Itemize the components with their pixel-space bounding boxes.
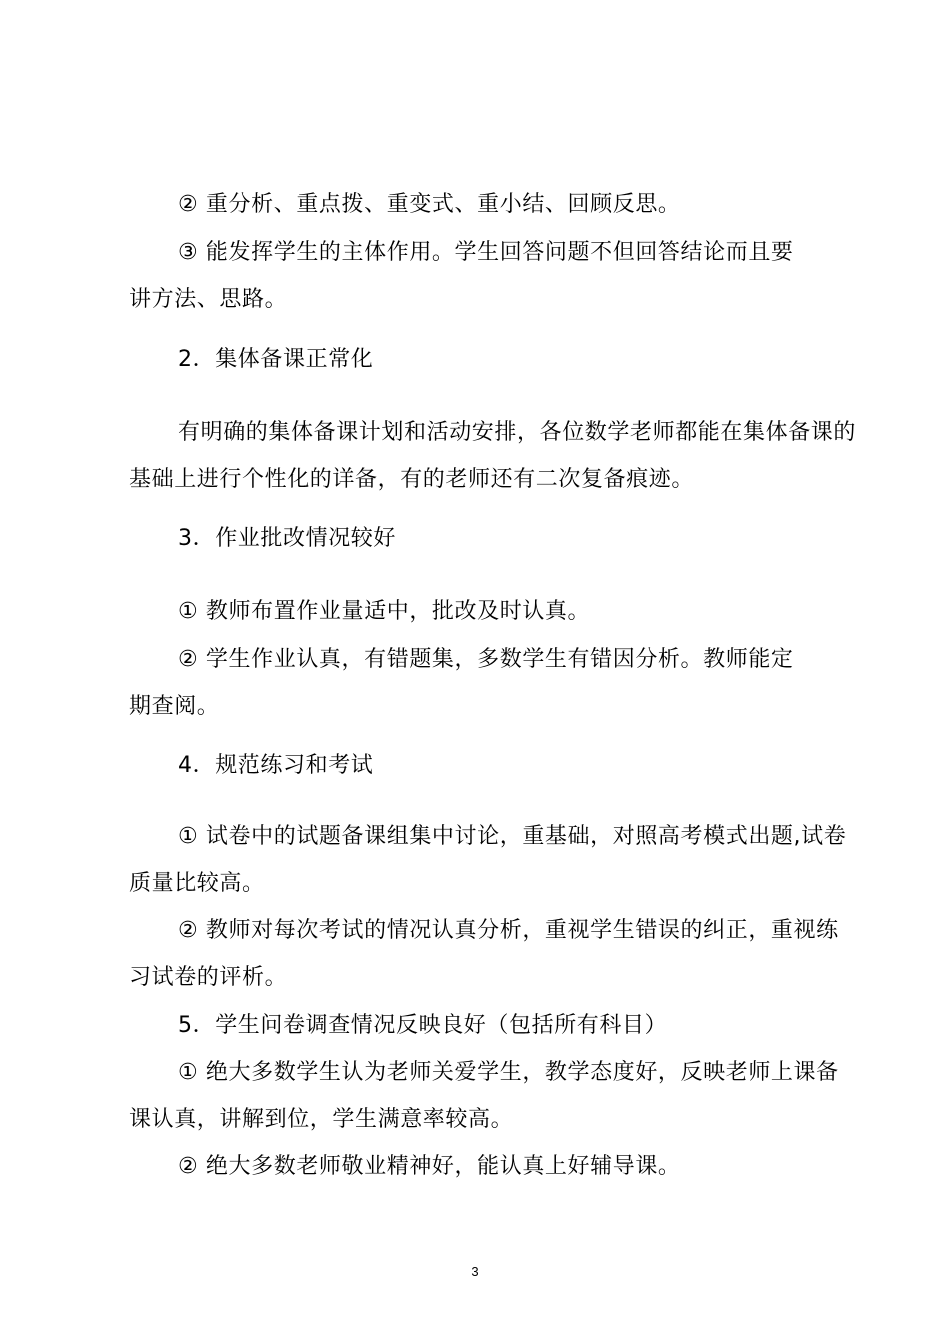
paragraph-line: 期查阅。 — [129, 694, 220, 719]
paragraph-line: 习试卷的评析。 — [129, 965, 288, 990]
paragraph-line: 基础上进行个性化的详备，有的老师还有二次复备痕迹。 — [129, 467, 695, 492]
paragraph-line: 质量比较高。 — [129, 871, 265, 896]
paragraph-line: 讲方法、思路。 — [129, 287, 288, 312]
list-item: ① 教师布置作业量适中，批改及时认真。 — [178, 599, 591, 624]
list-item: ① 绝大多数学生认为老师关爱学生，教学态度好，反映老师上课备 — [178, 1060, 839, 1085]
section-heading: 5．学生问卷调查情况反映良好（包括所有科目） — [178, 1013, 668, 1038]
paragraph-line: 有明确的集体备课计划和活动安排，各位数学老师都能在集体备课的 — [178, 420, 857, 445]
page-number: 3 — [471, 1264, 479, 1279]
section-heading: 2．集体备课正常化 — [178, 347, 374, 372]
list-item: ② 重分析、重点拨、重变式、重小结、回顾反思。 — [178, 192, 681, 217]
section-heading: 3．作业批改情况较好 — [178, 526, 396, 551]
list-item: ① 试卷中的试题备课组集中讨论，重基础，对照高考模式出题,试卷 — [178, 824, 847, 849]
list-item: ② 教师对每次考试的情况认真分析，重视学生错误的纠正，重视练 — [178, 918, 839, 943]
list-item: ③ 能发挥学生的主体作用。学生回答问题不但回答结论而且要 — [178, 240, 794, 265]
list-item: ② 绝大多数老师敬业精神好，能认真上好辅导课。 — [178, 1154, 681, 1179]
paragraph-line: 课认真，讲解到位，学生满意率较高。 — [129, 1107, 514, 1132]
section-heading: 4．规范练习和考试 — [178, 753, 374, 778]
list-item: ② 学生作业认真，有错题集，多数学生有错因分析。教师能定 — [178, 647, 794, 672]
